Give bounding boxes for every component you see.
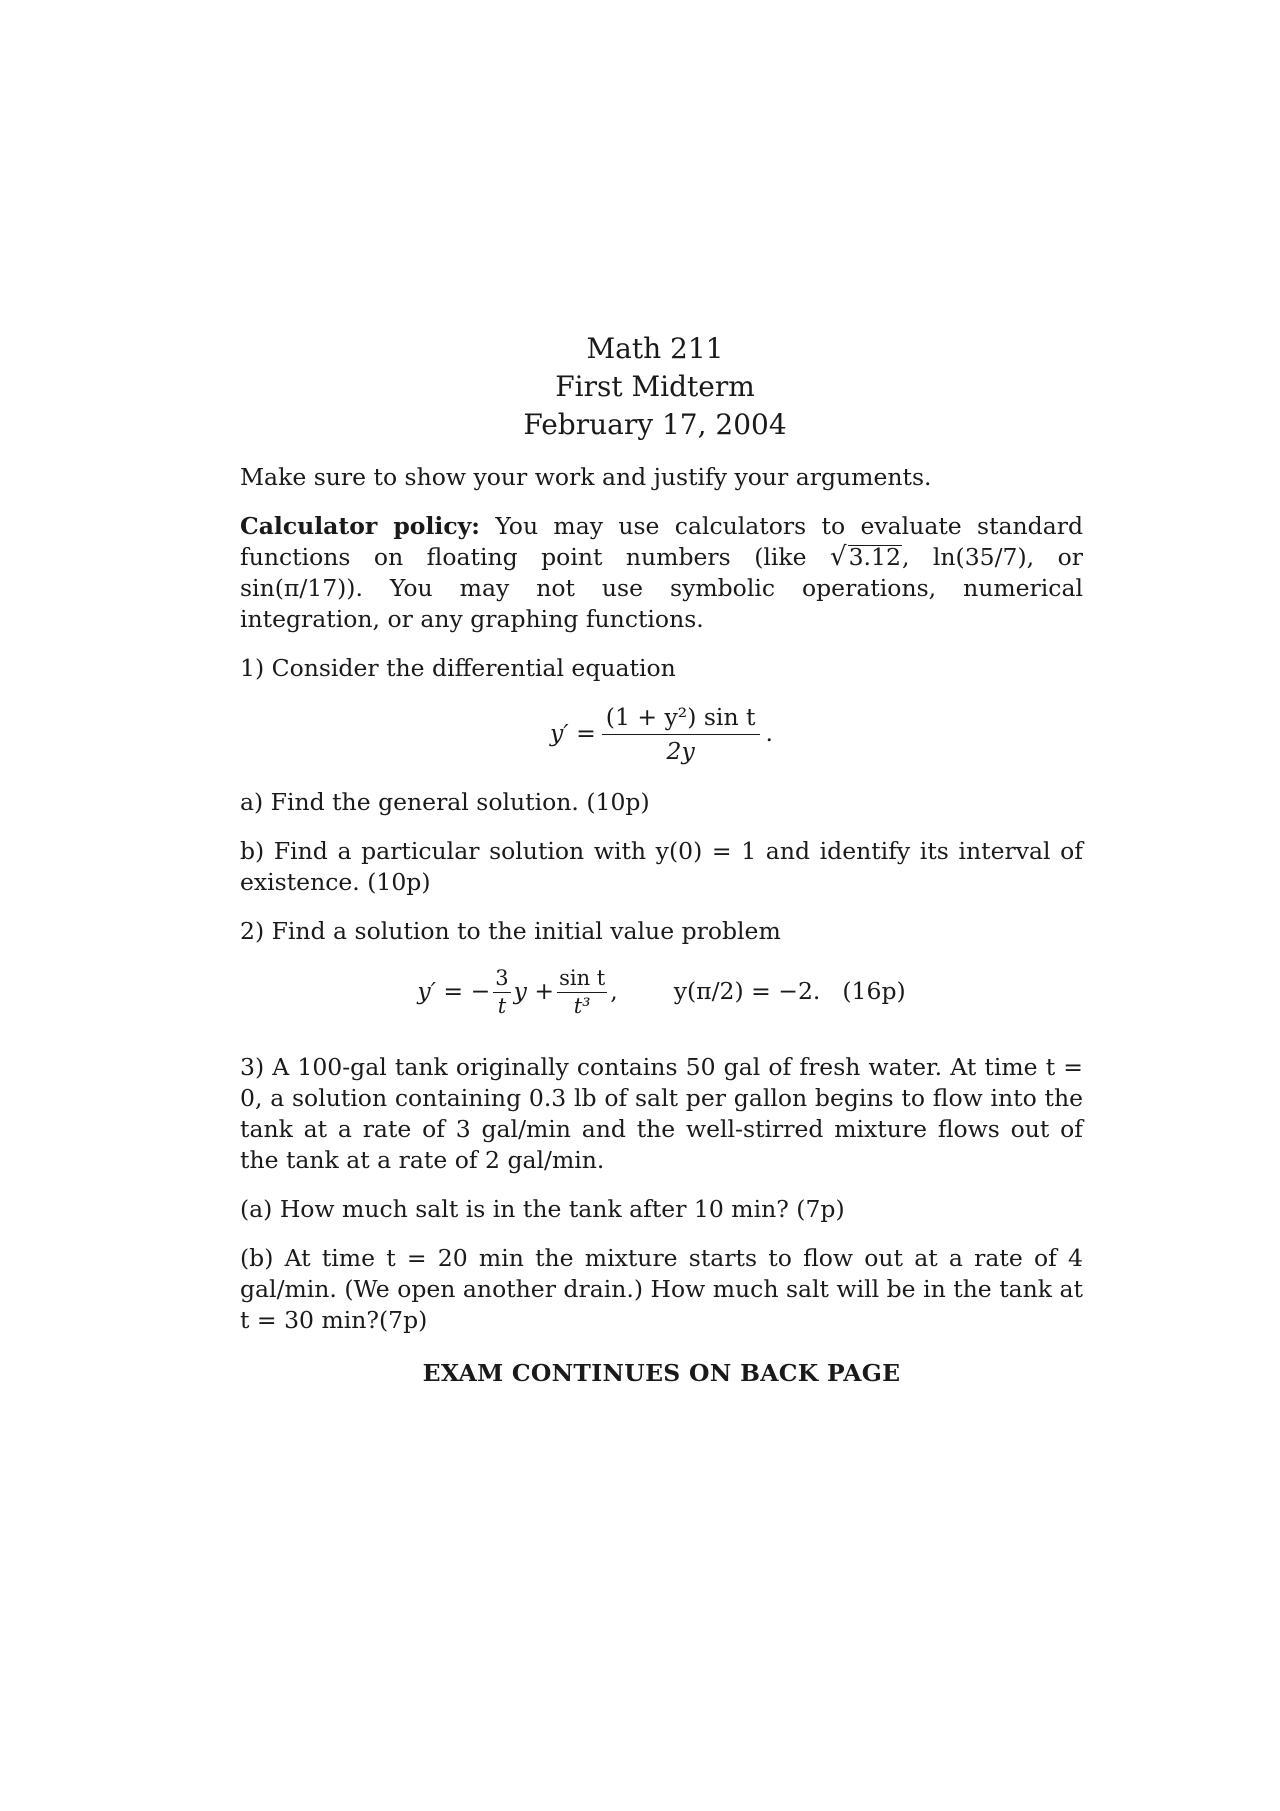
sqrt-value: 3.12 <box>848 543 901 571</box>
calculator-policy <box>240 511 1083 635</box>
exam-header <box>0 330 1280 444</box>
problem-3-part-a: (a) How much salt is in the tank after 10 min? (7p) <box>240 1195 845 1223</box>
exam-title: First Midterm <box>555 370 755 403</box>
problem-3-part-b: (b) At time t = 20 min the mixture starts to flow out at a rate of 4 gal/min. (We open another drain.) How much salt will be in the tank at t = 30 min?(7p) <box>240 1244 1083 1334</box>
eq2-condition: y(π/2) = −2. <box>673 977 821 1005</box>
exam-date: February 17, 2004 <box>523 408 787 441</box>
eq2-frac2-denominator: t³ <box>573 994 591 1018</box>
eq2-lhs: y′ = − <box>417 977 491 1005</box>
eq1-fraction <box>602 702 760 765</box>
eq2-comma: , <box>610 977 618 1005</box>
course-title: Math 211 <box>586 332 724 365</box>
eq2-frac1-numerator: 3 <box>493 965 510 993</box>
eq2-points: (16p) <box>842 977 906 1005</box>
problem-2-equation <box>240 965 1083 1018</box>
eq1-denominator: 2y <box>666 737 695 765</box>
problem-1-part-b: b) Find a particular solution with y(0) = 1 and identify its interval of existence. (10p) <box>240 837 1083 896</box>
problem-1-intro: 1) Consider the differential equation <box>240 654 676 682</box>
exam-continues-note: EXAM CONTINUES ON BACK PAGE <box>422 1359 901 1387</box>
problem-1-part-a: a) Find the general solution. (10p) <box>240 788 650 816</box>
problem-3-intro: 3) A 100-gal tank originally contains 50 gal of fresh water. At time t = 0, a solution containing 0.3 lb of salt per gallon begins to flow into the tank at a rate of 3 gal/min and the well-stirred mixture flows out of the tank at a rate of 2 gal/min. <box>240 1053 1083 1174</box>
eq2-middle: y + <box>513 977 555 1005</box>
problem-1-equation <box>240 702 1083 765</box>
eq2-frac1-denominator: t <box>497 994 507 1018</box>
eq2-fraction-1 <box>493 965 510 1018</box>
problem-2-intro: 2) Find a solution to the initial value problem <box>240 917 781 945</box>
eq2-fraction-2 <box>557 965 607 1018</box>
exam-body <box>240 462 1083 1389</box>
eq1-numerator: (1 + y²) sin t <box>602 702 760 735</box>
eq1-lhs: y′ = <box>550 719 596 747</box>
calculator-policy-label: Calculator policy: <box>240 512 480 540</box>
instructions: Make sure to show your work and justify your arguments. <box>240 463 932 491</box>
eq2-frac2-numerator: sin t <box>557 965 607 993</box>
eq1-end: . <box>765 719 773 747</box>
sqrt-icon: √ <box>830 542 847 572</box>
calculator-policy-text-2: , ln(35/7), or sin(π/17)). You may not use symbolic operations, numerical integration, or any graphing functions. <box>240 543 1083 633</box>
calculator-policy-text-1: You may use calculators to evaluate standard functions on floating point numbers (like <box>240 512 1083 571</box>
